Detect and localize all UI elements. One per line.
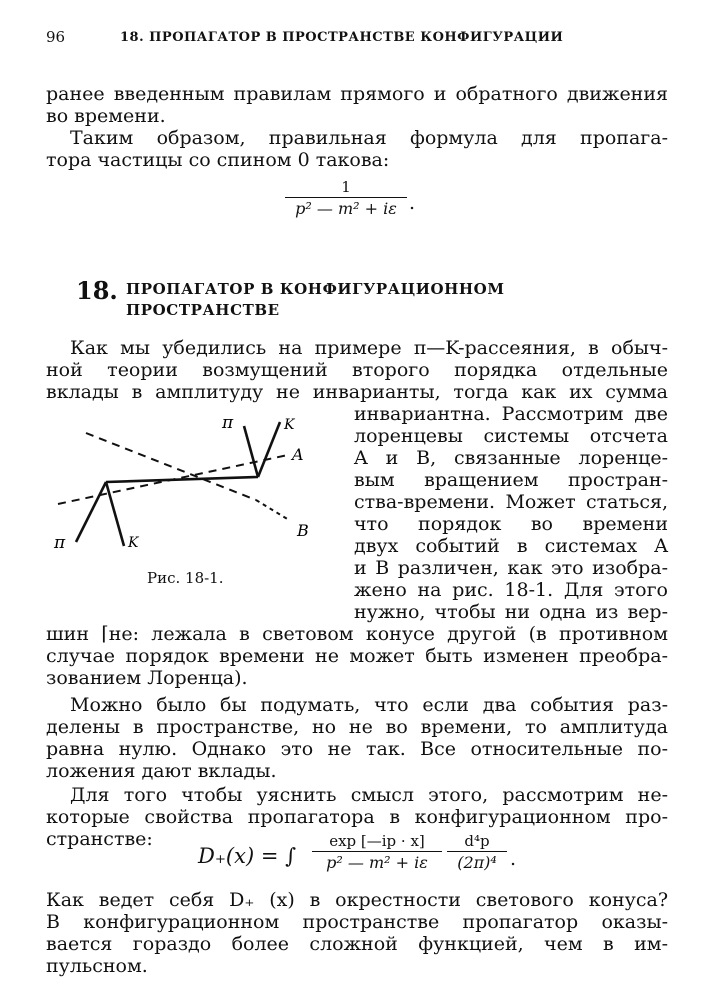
text-line: вклады в амплитуду не инварианты, тогда как их сумма xyxy=(46,381,668,403)
text-line: Как мы убедились на примере π—K-рассеяния, в обыч- xyxy=(70,337,668,359)
text-line: жено на рис. 18-1. Для этого xyxy=(354,579,668,601)
dashed-line-b-upper xyxy=(86,433,256,500)
running-title: 18. ПРОПАГАТОР В ПРОСТРАНСТВЕ КОНФИГУРАЦИИ xyxy=(120,30,564,45)
text-line: В конфигурационном пространстве пропагатор оказы- xyxy=(46,911,668,933)
label-pi-top: π xyxy=(222,413,234,433)
text-line: Можно было бы подумать, что если два события раз- xyxy=(70,694,668,716)
label-k-top: K xyxy=(284,417,295,433)
label-b: B xyxy=(297,521,309,540)
section-title-line2: ПРОСТРАНСТВЕ xyxy=(126,301,280,319)
fraction-bar xyxy=(312,851,442,852)
text-line: которые свойства пропагатора в конфигурационном про- xyxy=(46,806,668,828)
text-line: странстве: xyxy=(46,828,153,850)
label-k-bottom: K xyxy=(128,535,139,551)
k-line-top xyxy=(258,422,280,477)
text-line: вается гораздо более сложной функцией, чем в им- xyxy=(46,933,668,955)
pi-line-bottom xyxy=(76,482,106,542)
formula-period: . xyxy=(409,192,416,214)
text-line: зованием Лоренца). xyxy=(46,667,248,689)
pi-line-top xyxy=(244,426,258,477)
section-number: 18. xyxy=(76,276,118,305)
figure-caption: Рис. 18-1. xyxy=(147,569,224,587)
text-line: ложения дают вклады. xyxy=(46,760,277,782)
text-line: инвариантна. Рассмотрим две xyxy=(354,403,668,425)
text-line: что порядок во времени xyxy=(354,513,668,535)
page-number: 96 xyxy=(46,28,66,46)
text-line: тора частицы со спином 0 такова: xyxy=(46,149,390,171)
text-line: Таким образом, правильная формула для пропага- xyxy=(70,127,668,149)
label-a: A xyxy=(292,445,304,464)
formula-denominator: p² — m² + iε xyxy=(326,853,428,872)
text-line: двух событий в системах A xyxy=(354,535,668,557)
formula-numerator: exp [—ip · x] xyxy=(329,832,425,850)
text-line: Как ведет себя D₊ (x) в окрестности светового конуса? xyxy=(46,889,668,911)
text-line: равна нулю. Однако это не так. Все относительные по- xyxy=(46,738,668,760)
formula-numerator: d⁴p xyxy=(464,832,490,850)
text-line: пульсном. xyxy=(46,955,148,977)
text-line: ной теории возмущений второго порядка отдельные xyxy=(46,359,668,381)
text-line: делены в пространстве, но не во времени, то амплитуда xyxy=(46,716,668,738)
text-line: шин ⌈не: лежала в световом конусе другой (в противном xyxy=(46,623,668,645)
dashed-line-b-lower xyxy=(256,500,289,520)
label-pi-bottom: π xyxy=(54,533,66,553)
text-line: нужно, чтобы ни одна из вер- xyxy=(354,601,668,623)
formula-fraction-1 xyxy=(312,832,442,872)
text-line: Для того чтобы уяснить смысл этого, рассмотрим не- xyxy=(70,784,668,806)
section-title: ПРОПАГАТОР В КОНФИГУРАЦИОННОМ xyxy=(126,280,505,298)
fraction-bar xyxy=(285,197,407,198)
formula-numerator: 1 xyxy=(341,178,351,196)
text-line: случае порядок времени не может быть изменен преобра- xyxy=(46,645,668,667)
text-line: ранее введенным правилам прямого и обратного движения xyxy=(46,83,668,105)
formula-denominator: p² — m² + iε xyxy=(295,199,397,218)
formula-fraction-2 xyxy=(447,832,507,872)
fraction-bar xyxy=(447,851,507,852)
text-line: во времени. xyxy=(46,105,166,127)
figure-18-1 xyxy=(46,400,350,560)
formula-period: . xyxy=(510,848,517,870)
text-line: A и B, связанные лоренце- xyxy=(354,447,668,469)
text-line: вым вращением простран- xyxy=(354,469,668,491)
formula-denominator: (2π)⁴ xyxy=(457,853,497,872)
propagator-formula xyxy=(285,178,407,218)
text-line: и B различен, как это изобра- xyxy=(354,557,668,579)
formula-lhs: D₊(x) = ∫ xyxy=(198,844,297,868)
text-line: ства-времени. Может статься, xyxy=(354,491,668,513)
text-line: лоренцевы системы отсчета xyxy=(354,425,668,447)
